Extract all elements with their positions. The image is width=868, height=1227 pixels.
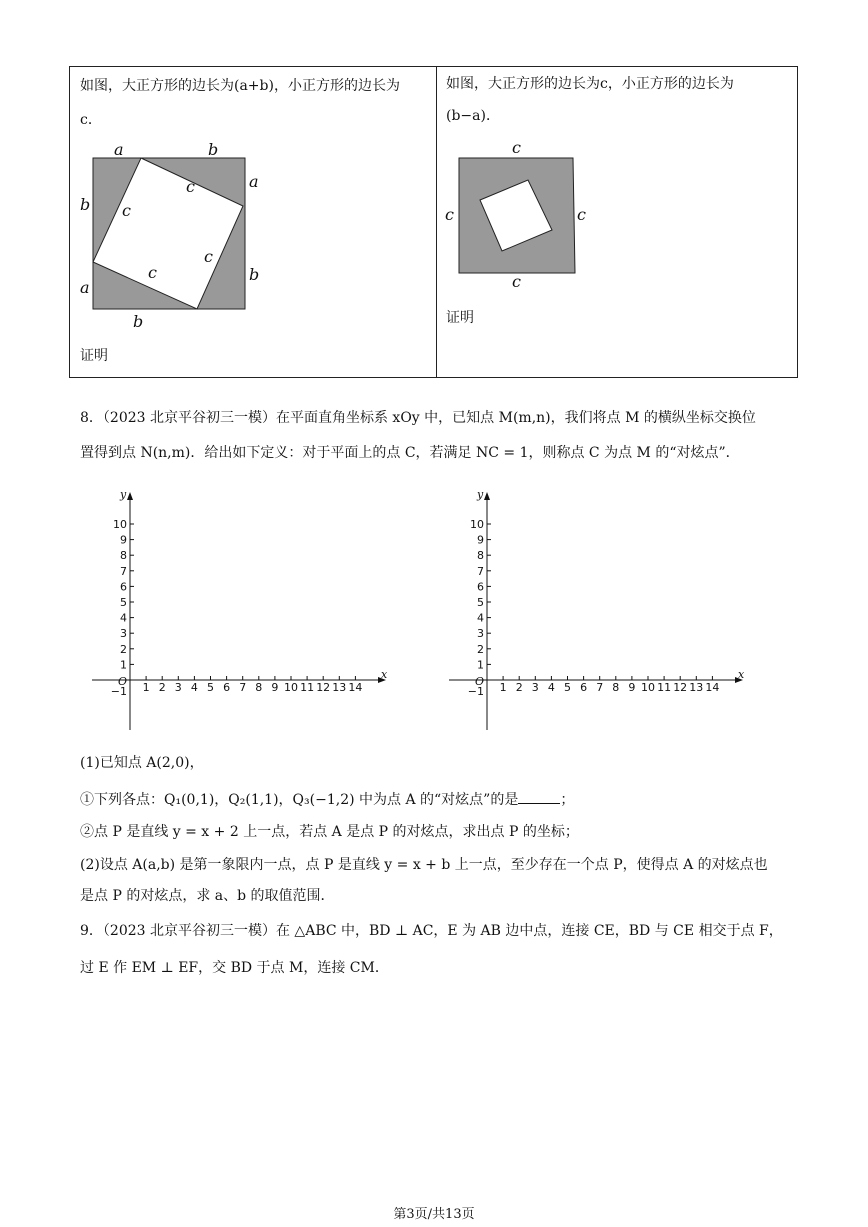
label-left-b: b xyxy=(80,195,91,214)
x-tick-label: 3 xyxy=(174,681,182,694)
x-tick-label: 7 xyxy=(596,681,604,694)
y-tick-label: 4 xyxy=(120,611,127,625)
x-tick-label: 8 xyxy=(612,681,620,694)
x-tick-label: 1 xyxy=(142,681,150,694)
x-tick-label: 11 xyxy=(300,681,315,694)
label-top-a: a xyxy=(114,140,124,159)
y-tick-label: 9 xyxy=(477,533,484,547)
y-tick-label: 3 xyxy=(477,627,484,641)
label-bottom-c: c xyxy=(512,272,521,291)
q8-part1-a-text: ①下列各点：Q₁(0,1)，Q₂(1,1)，Q₃(−1,2) 中为点 A 的“对炫点”的是 xyxy=(80,792,519,808)
q8-line2: 置得到点 N(n,m)．给出如下定义：对于平面上的点 C，若满足 NC = 1，则称点 C 为点 M 的“对炫点”． xyxy=(80,445,740,461)
x-tick-label: 2 xyxy=(158,681,166,694)
q8-part2-line2: 是点 P 的对炫点，求 a、b 的取值范围． xyxy=(80,888,335,904)
x-tick-label: 10 xyxy=(284,681,298,694)
y-tick-label: 8 xyxy=(120,549,127,563)
x-tick-label: 1 xyxy=(499,681,507,694)
x-tick-label: 9 xyxy=(628,681,636,694)
y-tick-label: 6 xyxy=(120,580,127,594)
y-tick-label: 6 xyxy=(477,580,484,594)
y-tick-label: 4 xyxy=(477,611,484,625)
x-tick-label: 14 xyxy=(705,681,720,694)
y-tick-label: 7 xyxy=(120,564,127,578)
x-tick-label: 3 xyxy=(531,681,539,694)
right-cell-text-line1: 如图，大正方形的边长为c，小正方形的边长为 xyxy=(446,76,734,92)
y-tick-label-negative: −1 xyxy=(467,684,484,698)
y-tick-label: 8 xyxy=(477,549,484,563)
q8-part1-a xyxy=(80,789,574,810)
q8-part1: (1)已知点 A(2,0)， xyxy=(80,755,204,771)
label-c-right: c xyxy=(204,247,213,266)
left-cell-text-line2: c． xyxy=(80,112,102,128)
x-tick-label: 7 xyxy=(239,681,247,694)
q9-line1: 9．（2023 北京平谷初三一模）在 △ABC 中，BD ⊥ AC，E 为 AB 边中点，连接 CE，BD 与 CE 相交于点 F， xyxy=(80,923,783,939)
x-tick-label: 14 xyxy=(348,681,363,694)
x-tick-label: 5 xyxy=(207,681,214,694)
q8-part1-a-suffix: ； xyxy=(560,792,575,808)
x-axis-label: x xyxy=(381,668,388,681)
x-tick-label: 13 xyxy=(689,681,704,694)
x-axis-label: x xyxy=(738,668,745,681)
pythagoras-square-figure-right xyxy=(440,140,600,290)
y-axis-label: y xyxy=(120,488,127,501)
q8-part1-b: ②点 P 是直线 y = x + 2 上一点，若点 A 是点 P 的对炫点，求出点 P 的坐标； xyxy=(80,824,579,840)
x-tick-label: 11 xyxy=(657,681,672,694)
x-tick-label: 4 xyxy=(190,681,198,694)
label-top-c: c xyxy=(512,138,521,157)
coordinate-plane-left xyxy=(88,486,398,736)
y-tick-label: 7 xyxy=(477,564,484,578)
label-c-top: c xyxy=(186,177,195,196)
x-tick-label: 13 xyxy=(332,681,347,694)
y-axis-label: y xyxy=(477,488,484,501)
x-tick-label: 9 xyxy=(271,681,279,694)
left-proof-label: 证明 xyxy=(80,348,108,364)
y-tick-label: 5 xyxy=(120,596,127,609)
label-bottom-b: b xyxy=(133,312,144,331)
q8-part2-line1: (2)设点 A(a,b) 是第一象限内一点，点 P 是直线 y = x + b 上一点，至少存在一个点 P，使得点 A 的对炫点也 xyxy=(80,857,768,873)
x-tick-label: 6 xyxy=(580,681,588,694)
right-proof-label: 证明 xyxy=(446,310,474,326)
origin-label: O xyxy=(118,675,128,688)
pythagoras-square-figure-left xyxy=(72,140,272,330)
y-tick-label: 5 xyxy=(477,596,484,609)
x-tick-label: 10 xyxy=(641,681,655,694)
x-tick-label: 12 xyxy=(673,681,688,694)
left-cell-text-line1: 如图，大正方形的边长为(a+b)，小正方形的边长为 xyxy=(80,78,400,94)
q8-line1: 8．（2023 北京平谷初三一模）在平面直角坐标系 xOy 中，已知点 M(m,n)，我们将点 M 的横纵坐标交换位 xyxy=(80,410,756,426)
y-tick-label: 2 xyxy=(120,642,127,656)
x-tick-label: 5 xyxy=(564,681,571,694)
y-tick-label-negative: −1 xyxy=(110,684,127,698)
y-tick-label: 3 xyxy=(120,627,127,641)
label-c-left: c xyxy=(122,201,131,220)
answer-blank[interactable] xyxy=(518,789,560,804)
label-left-c: c xyxy=(445,205,454,224)
label-c-bottom: c xyxy=(148,263,157,282)
q9-line2: 过 E 作 EM ⊥ EF，交 BD 于点 M，连接 CM． xyxy=(80,960,389,976)
right-cell-text-line2: (b−a)． xyxy=(446,108,500,124)
x-tick-label: 2 xyxy=(515,681,523,694)
x-tick-label: 12 xyxy=(316,681,331,694)
table-divider xyxy=(436,67,437,377)
page-footer: 第3页/共13页 xyxy=(393,1207,475,1222)
y-axis-arrow xyxy=(127,492,133,500)
y-axis-arrow xyxy=(484,492,490,500)
y-tick-label: 1 xyxy=(120,658,127,672)
x-tick-label: 4 xyxy=(547,681,555,694)
label-right-c: c xyxy=(577,205,586,224)
label-right-a: a xyxy=(249,172,259,191)
label-top-b: b xyxy=(208,140,219,159)
x-tick-label: 6 xyxy=(223,681,231,694)
y-tick-label: 2 xyxy=(477,642,484,656)
y-tick-label: 1 xyxy=(477,658,484,672)
y-tick-label: 10 xyxy=(113,518,127,531)
y-tick-label: 9 xyxy=(120,533,127,547)
label-left-a: a xyxy=(80,278,90,297)
label-right-b: b xyxy=(249,265,260,284)
x-tick-label: 8 xyxy=(255,681,263,694)
origin-label: O xyxy=(475,675,485,688)
y-tick-label: 10 xyxy=(470,518,484,531)
coordinate-plane-right xyxy=(445,486,755,736)
